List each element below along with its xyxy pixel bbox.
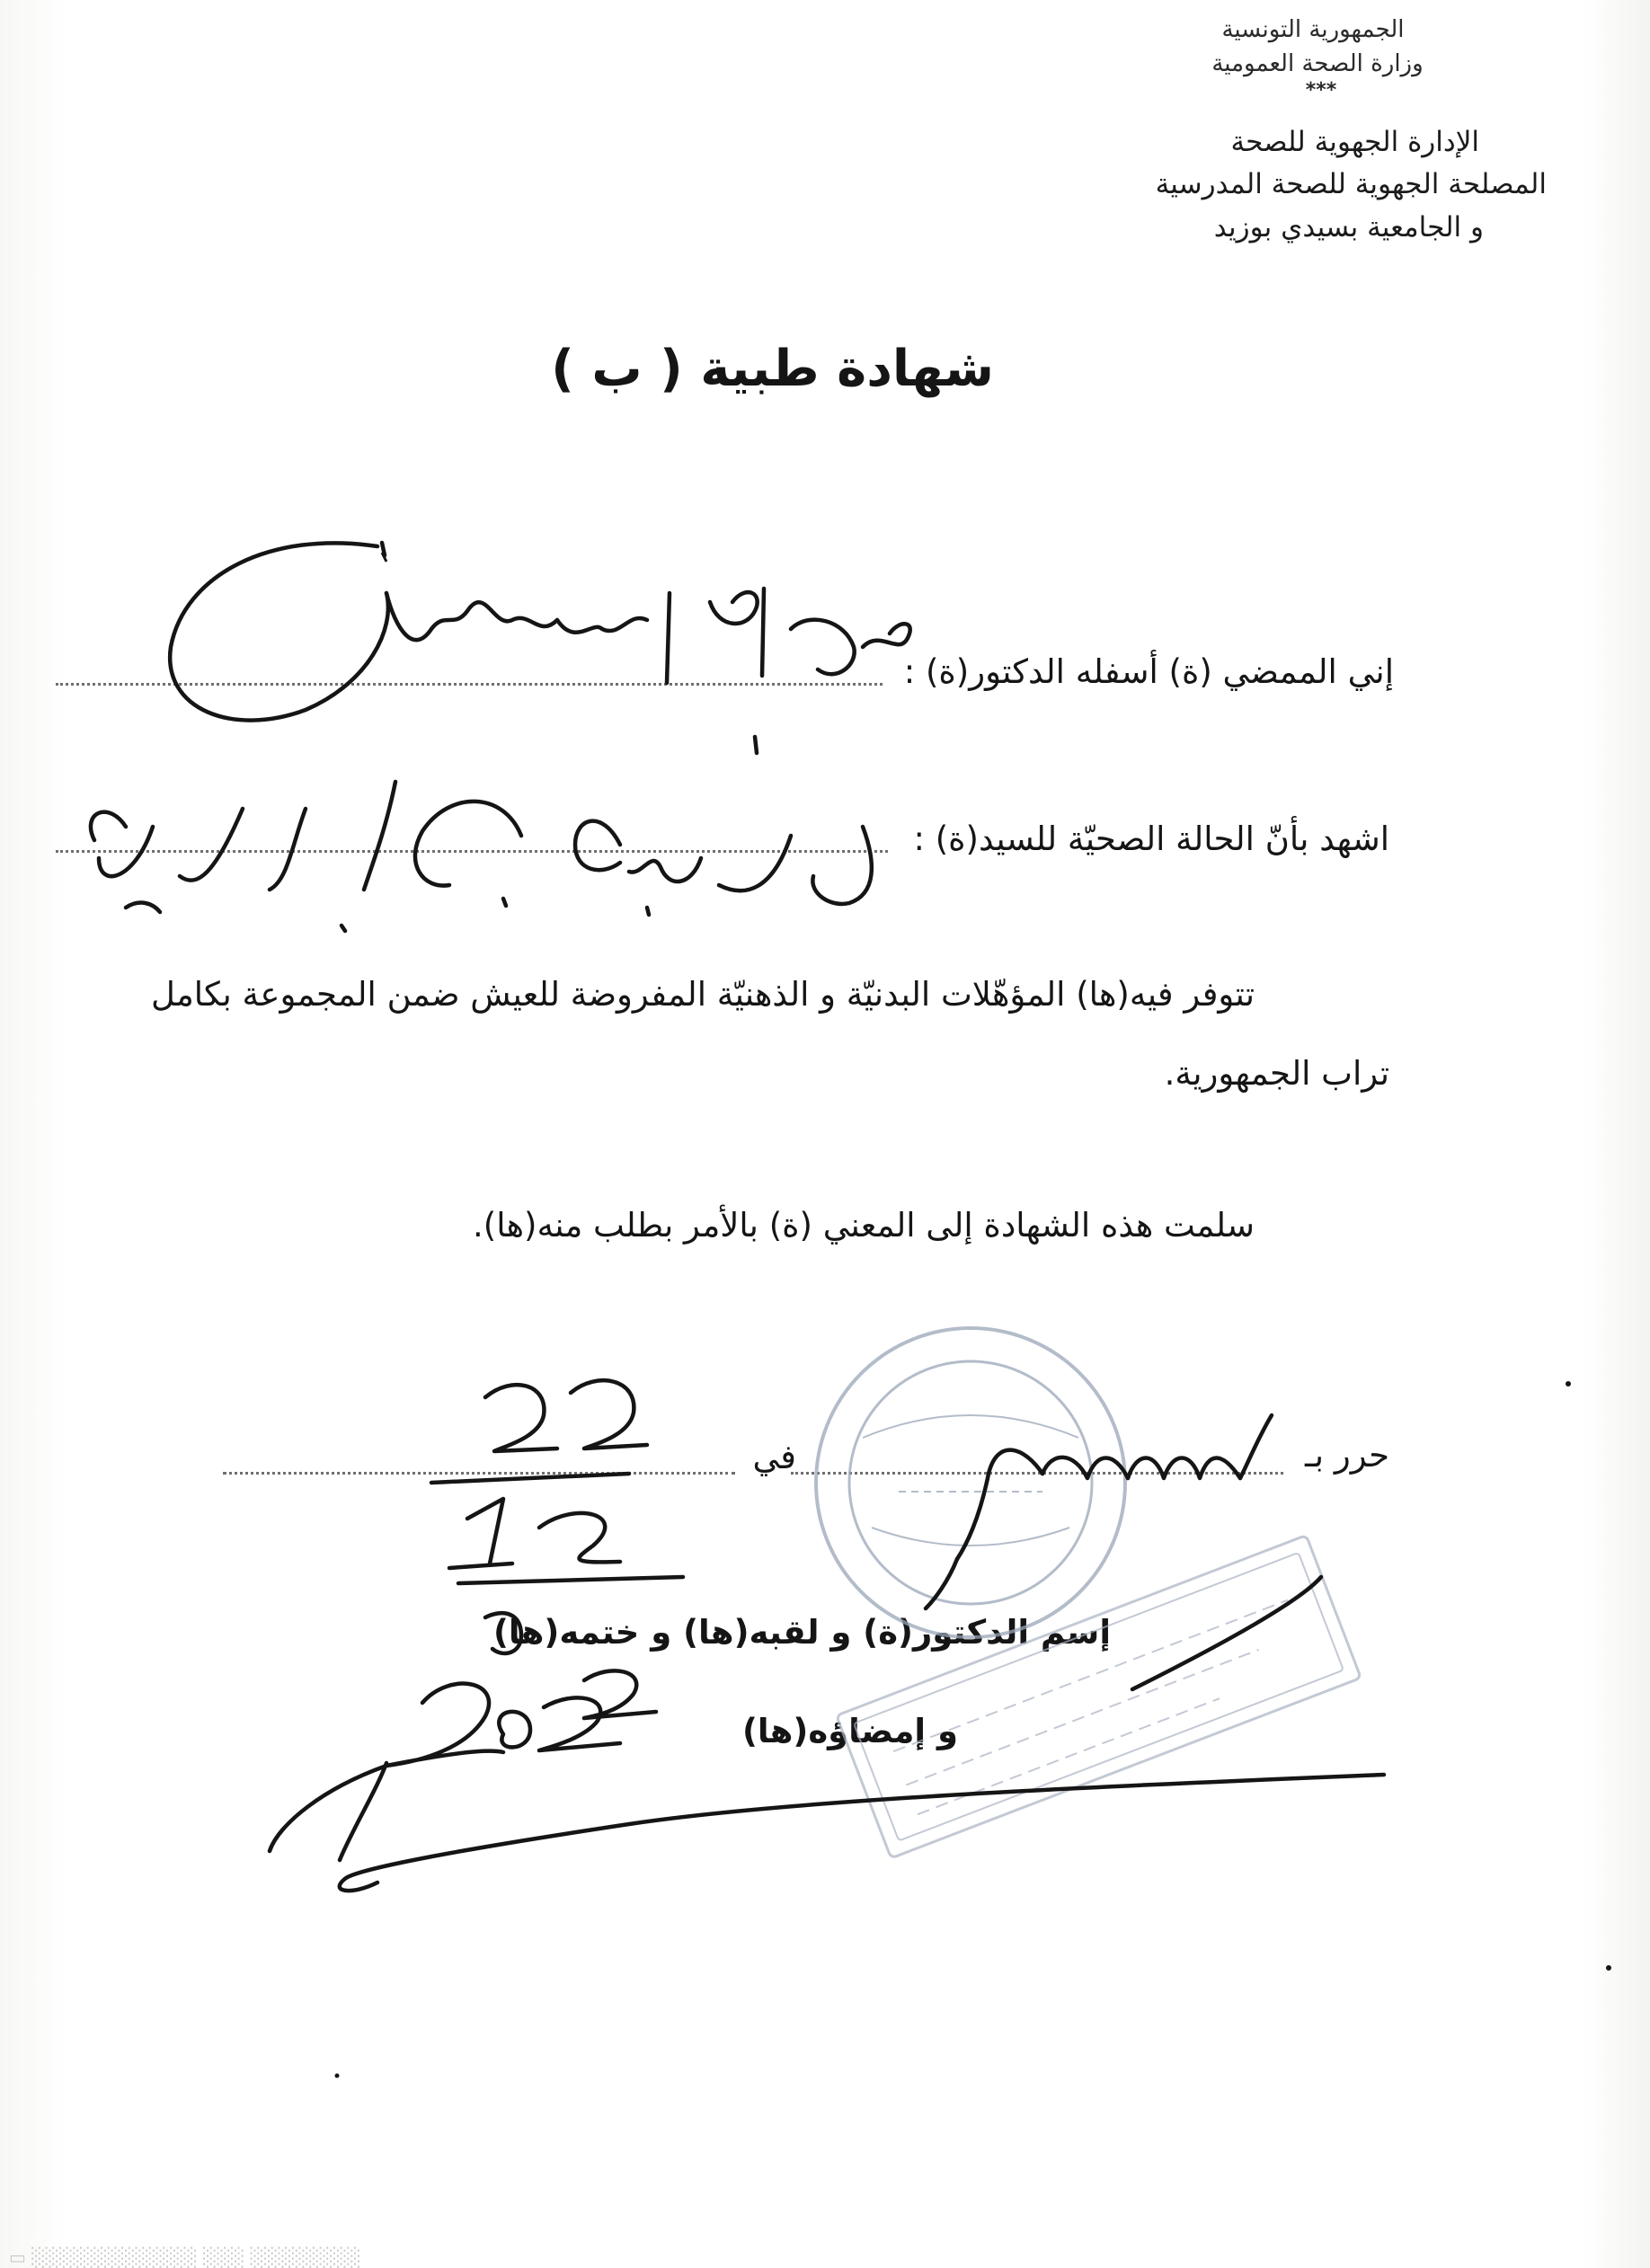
date-on-label: في <box>752 1438 796 1476</box>
signature-label: و إمضاؤه(ها) <box>741 1712 958 1750</box>
place-dotted-line <box>791 1472 1283 1475</box>
doctor-name-title-stamp-label: إسم الدكتور(ة) و لقبه(ها) و ختمه(ها) <box>492 1613 1111 1652</box>
header-regional-direction: الإدارة الجهوية للصحة <box>1230 126 1479 158</box>
patient-line-label: اشهد بأنّ الحالة الصحيّة للسيد(ة) : <box>913 819 1389 858</box>
handwritten-doctor-name <box>170 543 910 753</box>
qualification-paragraph-line1: تتوفر فيه(ها) المؤهّلات البدنيّة و الذهنيّة المفروضة للعيش ضمن المجموعة بكامل <box>150 975 1255 1014</box>
scanner-watermark: ▭ ░░░░░░░░░░░░ ░░░ ░░░░░░░░ <box>9 2246 361 2268</box>
certificate-title: شهادة طبية ( ب ) <box>551 340 994 398</box>
qualification-paragraph-line2: تراب الجمهورية. <box>1164 1054 1389 1093</box>
rectangular-doctor-stamp <box>837 1536 1362 1858</box>
stray-ink-mark <box>382 553 386 562</box>
stray-ink-dot <box>335 2074 340 2078</box>
stray-ink-dot <box>1566 1381 1571 1386</box>
header-stars: *** <box>1305 79 1337 102</box>
handwritten-date <box>431 1380 683 1583</box>
patient-name-dotted-line <box>56 850 888 853</box>
handwritten-place <box>926 1415 1272 1608</box>
header-location: و الجامعية بسيدي بوزيد <box>1213 211 1484 244</box>
stray-ink-dot <box>1606 1965 1611 1971</box>
header-ministry: وزارة الصحة العمومية <box>1211 50 1424 77</box>
written-at-label: حرر بـ <box>1304 1436 1389 1475</box>
header-republic: الجمهورية التونسية <box>1221 16 1405 43</box>
round-official-stamp <box>816 1328 1125 1637</box>
doctor-line-label: إني الممضي (ة) أسفله الدكتور(ة) : <box>903 652 1394 691</box>
header-school-health-service: المصلحة الجهوية للصحة المدرسية <box>1155 168 1547 200</box>
delivery-statement: سلمت هذه الشهادة إلى المعني (ة) بالأمر بطلب منه(ها). <box>473 1206 1255 1245</box>
doctor-name-dotted-line <box>56 683 883 686</box>
date-dotted-line <box>223 1472 735 1475</box>
handwritten-patient-name <box>91 782 872 931</box>
